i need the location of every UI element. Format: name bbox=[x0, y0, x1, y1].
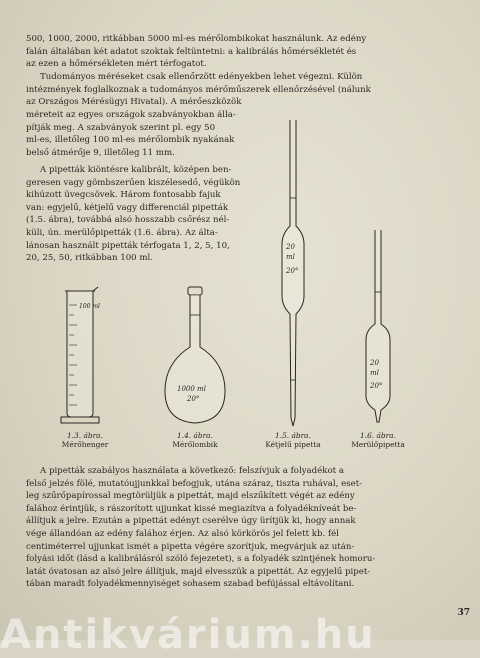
text-line: falához érintjük, s rászorított ujjunkat kissé megiazítva a folyadékníveát be- bbox=[26, 503, 357, 514]
figure-number: 1.4. ábra. bbox=[177, 431, 213, 440]
text-line: A pipetták kiöntésre kalibrált, középen ben- bbox=[40, 165, 232, 175]
text-line: geresen vagy gömbszerűen kiszélesedő, végükön bbox=[26, 177, 241, 188]
pipette-volume-label: 20 bbox=[286, 243, 295, 251]
paragraph-standards bbox=[26, 109, 266, 159]
text-line: küli, ún. merülőpipetták (1.6. ábra). Az álta- bbox=[26, 227, 218, 238]
text-line: leg szűrőpapírossal megtörüljük a pipettát, majd elszűkített végét az edény bbox=[26, 491, 355, 502]
text-line: kihúzott üvegcsövek. Három fontosabb fajuk bbox=[26, 190, 221, 201]
paragraph-measurement bbox=[26, 71, 448, 109]
text-line: folyási időt (lásd a kalibrálásról szóló fejezetet), s a folyadék szintjének homoru- bbox=[26, 554, 376, 565]
text-line: centiméterrel ujjunkat ismét a pipetta végére szorítjuk, megvárjuk az után- bbox=[26, 541, 355, 552]
figure-title: Merülőpipetta bbox=[351, 440, 405, 449]
cylinder-volume-label: 100 ml bbox=[79, 303, 100, 310]
text-line: van: egyjelű, kétjelű vagy differenciál pipetták bbox=[26, 202, 229, 213]
text-line: tában maradt folyadékmennyiséget sohasem szabad befújással eltávolítani. bbox=[26, 579, 355, 590]
watermark: Antikvárium.hu bbox=[0, 612, 376, 658]
top-paragraph bbox=[26, 33, 448, 71]
figure-caption-flask bbox=[155, 431, 235, 449]
text-line: A pipetták szabályos használata a következő: felszívjuk a folyadékot a bbox=[40, 466, 344, 476]
figure-title: Kétjelű pipetta bbox=[265, 440, 321, 449]
figure-title: Mérőlombik bbox=[172, 440, 218, 449]
text-line: falán általában két adatot szoktak feltüntetni: a kalibrálás hőmérsékletét és bbox=[26, 46, 357, 57]
text-line: méreteit az egyes országok szabványokban álla- bbox=[26, 110, 236, 120]
text-line: 20, 25, 50, ritkábban 100 ml. bbox=[26, 253, 153, 264]
immersion-pipette-figure bbox=[355, 228, 401, 426]
figure-caption-two-mark-pipette bbox=[253, 431, 333, 449]
text-line: pítják meg. A szabványok szerint pl. egy 50 bbox=[26, 122, 216, 133]
figure-caption-immersion-pipette bbox=[338, 431, 418, 449]
figure-number: 1.5. ábra. bbox=[275, 431, 311, 440]
figure-number: 1.6. ábra. bbox=[360, 431, 396, 440]
text-line: belső átmérője 9, illetőleg 11 mm. bbox=[26, 147, 175, 158]
volumetric-flask-figure bbox=[155, 285, 235, 430]
text-line: ml-es, illetőleg 100 ml-es mérőlombik nyakának bbox=[26, 135, 235, 146]
figure-caption-cylinder bbox=[45, 431, 125, 449]
two-mark-pipette-figure bbox=[270, 118, 316, 433]
text-line: 500, 1000, 2000, ritkábban 5000 ml-es mérőlombikokat használunk. Az edény bbox=[26, 34, 367, 44]
text-line: vége állandóan az edény falához érjen. Az alsó körkörös jel felett kb. fél bbox=[26, 528, 339, 539]
text-line: lánosan használt pipetták térfogata 1, 2, 5, 10, bbox=[26, 240, 230, 251]
text-line: az Országos Mérésügyi Hivatal). A mérőeszközök bbox=[26, 97, 242, 108]
text-line: felső jelzés fölé, mutatóujjunkkal befogjuk, utána száraz, tiszta ruhával, eset- bbox=[26, 478, 363, 489]
text-line: (1.5. ábra), továbbá alsó hosszabb csőrész nél- bbox=[26, 215, 230, 226]
figure-number: 1.3. ábra. bbox=[67, 431, 103, 440]
text-line: Tudományos méréseket csak ellenőrzött edényekben lehet végezni. Külön bbox=[40, 72, 363, 82]
pipette-temperature-label: 20° bbox=[370, 382, 383, 390]
text-line: intézmények foglalkoznak a tudományos mérőműszerek ellenőrzésével (nálunk bbox=[26, 84, 371, 95]
page-number: 37 bbox=[457, 608, 470, 618]
pipette-volume-label: 20 bbox=[370, 359, 379, 367]
text-line: az ezen a hőmérsékleten mért térfogatot. bbox=[26, 59, 207, 70]
flask-volume-label: 1000 ml bbox=[177, 385, 206, 393]
figure-title: Mérőhenger bbox=[61, 440, 109, 449]
pipette-temperature-label: 20° bbox=[286, 267, 299, 275]
pipette-unit-label: ml bbox=[370, 369, 379, 377]
paragraph-pipettes bbox=[26, 164, 266, 265]
text-line: latát óvatosan az alsó jelre állítjuk, majd elvesszük a pipettát. Az egyjelű pipet- bbox=[26, 566, 371, 577]
text-line: állítjuk a jelre. Ezután a pipettát edényt cserélve úgy ürítjük ki, hogy annak bbox=[26, 516, 356, 527]
pipette-unit-label: ml bbox=[286, 253, 295, 261]
flask-temperature-label: 20° bbox=[187, 395, 200, 403]
graduated-cylinder-figure bbox=[55, 285, 115, 430]
paragraph-pipette-usage bbox=[26, 465, 448, 591]
